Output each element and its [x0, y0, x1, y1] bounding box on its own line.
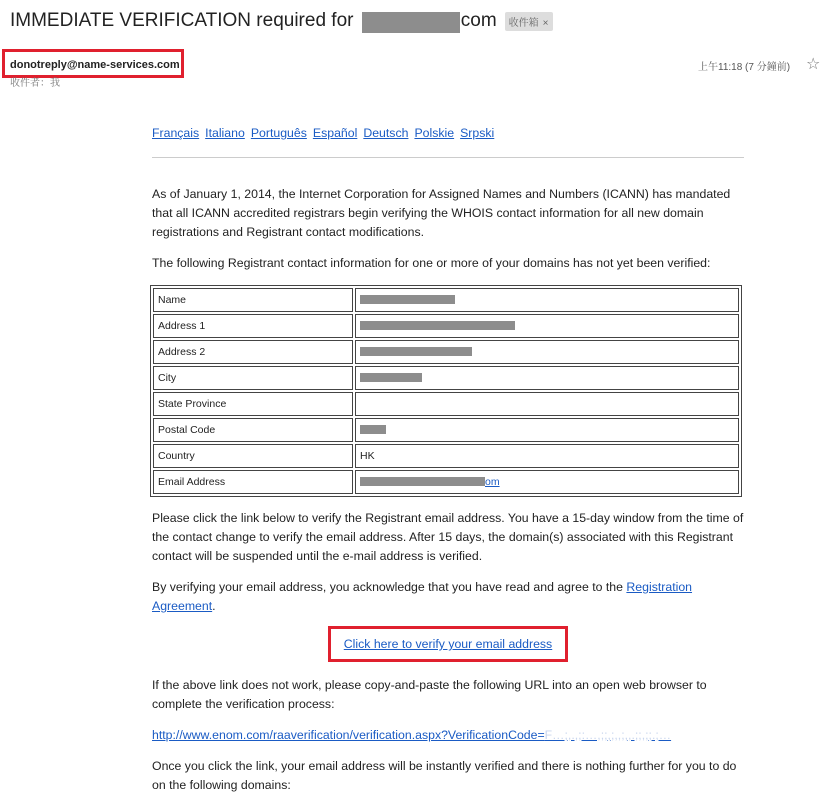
- verification-url: [152, 726, 744, 745]
- agreement-prefix: By verifying your email address, you acknowledge that you have read and agree to the: [152, 580, 623, 594]
- contact-field-label: Postal Code: [153, 418, 353, 442]
- star-icon[interactable]: ☆: [806, 56, 821, 73]
- verify-link-highlight-box: [328, 626, 568, 662]
- contact-field-label: Name: [153, 288, 353, 312]
- verification-code-obscured: F…;,.,;:…,;;,;,,;,,.;;,;;.;…: [544, 728, 672, 742]
- table-row: [153, 418, 739, 442]
- table-row: [153, 340, 739, 364]
- closing-paragraph: Once you click the link, your email address will be instantly verified and there is nothing further for you to do on the following domains:: [152, 759, 737, 792]
- table-row: [153, 288, 739, 312]
- contact-field-label: Address 1: [153, 314, 353, 338]
- table-row: [153, 470, 739, 494]
- contact-field-label: Address 2: [153, 340, 353, 364]
- language-link[interactable]: Italiano: [205, 126, 245, 140]
- table-row: [153, 314, 739, 338]
- intro-paragraph: As of January 1, 2014, the Internet Corporation for Assigned Names and Numbers (ICANN) has mandated that all ICANN accredited registrars begin verifying the WHOIS contact information for all new domain registrations and Registrant contact modifications.: [152, 187, 731, 239]
- subject-redaction: [362, 12, 460, 33]
- redacted-value: [360, 347, 472, 356]
- contact-field-label: City: [153, 366, 353, 390]
- contact-field-value: [355, 392, 739, 416]
- inbox-label-badge[interactable]: [505, 12, 553, 31]
- subject-prefix: IMMEDIATE VERIFICATION required for: [10, 10, 354, 31]
- subject-suffix: com: [460, 10, 497, 31]
- email-timestamp: 上午11:18 (7 分鐘前): [698, 62, 791, 73]
- language-links: [152, 124, 744, 143]
- language-link[interactable]: Polskie: [414, 126, 455, 140]
- table-row: [153, 366, 739, 390]
- contact-field-value: [355, 418, 739, 442]
- contact-field-value: [355, 366, 739, 390]
- redacted-value: [360, 373, 422, 382]
- verification-url-link[interactable]: [152, 728, 671, 742]
- contact-info-table: [150, 285, 742, 497]
- language-link[interactable]: Deutsch: [363, 126, 409, 140]
- table-row: [153, 444, 739, 468]
- redacted-value: [360, 425, 386, 434]
- divider: [152, 157, 744, 158]
- verify-link-container: [152, 626, 744, 662]
- language-link[interactable]: Español: [312, 126, 358, 140]
- registrant-email-link[interactable]: om: [485, 475, 500, 488]
- contact-value-text: HK: [360, 449, 375, 462]
- fallback-instructions: If the above link does not work, please copy-and-paste the following URL into an open web browser to complete the verification process:: [152, 678, 707, 711]
- language-link[interactable]: Srpski: [460, 126, 495, 140]
- close-icon[interactable]: ×: [542, 17, 549, 29]
- recipient-line[interactable]: 收件者：我: [10, 78, 60, 89]
- registration-agreement-link[interactable]: Registration Agreement: [152, 580, 693, 613]
- email-subject-row: [10, 10, 553, 32]
- verification-url-text: http://www.enom.com/raaverification/verification.aspx?VerificationCode=: [152, 728, 545, 742]
- redacted-value: [360, 477, 485, 486]
- contact-field-value: [355, 288, 739, 312]
- table-row: [153, 392, 739, 416]
- verify-instructions: Please click the link below to verify the Registrant email address. You have a 15-day window from the time of the contact change to verify the email address. After 15 days, the domain(s) associated with this Registrant contact will be suspended until the e-mail address is verified.: [152, 511, 744, 563]
- language-link[interactable]: Português: [250, 126, 307, 140]
- redacted-value: [360, 295, 455, 304]
- contact-field-value: [355, 444, 739, 468]
- email-subject: [10, 10, 497, 32]
- contact-field-value: [355, 470, 739, 494]
- contact-field-value: [355, 340, 739, 364]
- contact-field-value: [355, 314, 739, 338]
- verify-email-link[interactable]: Click here to verify your email address: [343, 637, 553, 651]
- agreement-suffix: .: [212, 599, 216, 613]
- language-link[interactable]: Français: [152, 126, 200, 140]
- redacted-value: [360, 321, 515, 330]
- contact-field-label: Country: [153, 444, 353, 468]
- contact-field-label: State Province: [153, 392, 353, 416]
- sender-address[interactable]: donotreply@name-services.com: [10, 59, 180, 71]
- email-body: [152, 124, 744, 807]
- contact-field-label: Email Address: [153, 470, 353, 494]
- agreement-paragraph: [152, 578, 744, 616]
- unverified-notice: The following Registrant contact information for one or more of your domains has not yet been verified:: [152, 256, 711, 270]
- inbox-label-text: 收件箱: [508, 17, 539, 29]
